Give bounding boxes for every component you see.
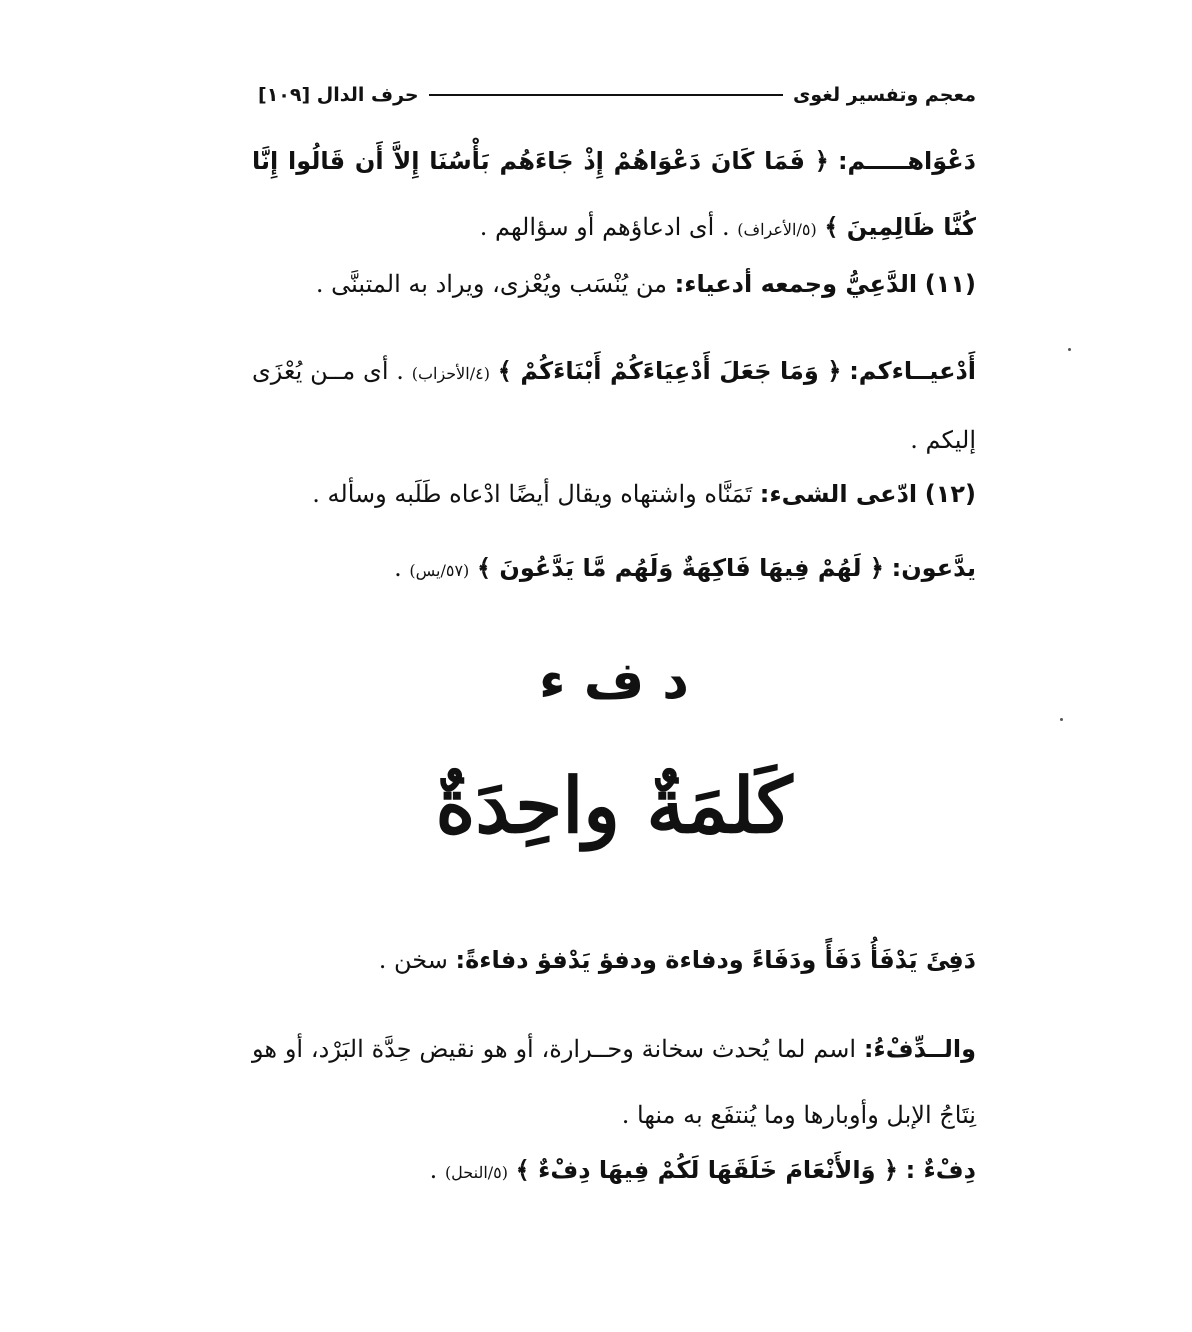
quran-quote: ﴿ وَمَا جَعَلَ أَدْعِيَاءَكُمْ أَبْنَاءَكُمْ ﴾ xyxy=(497,357,842,385)
entry-gloss: من يُنْسَب ويُعْزى، ويراد به المتبنَّى . xyxy=(315,270,667,298)
entry-12 xyxy=(252,478,1034,510)
entry-adiyaakum xyxy=(252,338,1034,473)
entry-gloss: اسم لما يُحدث سخانة وحــرارة، أو هو نقيض حِدَّة البَرْد، أو هو نِتَاجُ الإبل وأوبارها وما يُنتفَع به منها . xyxy=(252,1035,976,1129)
entry-dawahum xyxy=(252,128,1034,263)
entry-dafia xyxy=(252,944,1034,976)
quran-quote: ﴿ وَالأَنْعَامَ خَلَقَهَا لَكُمْ فِيهَا دِفْءٌ ﴾ xyxy=(515,1156,898,1184)
running-header xyxy=(258,80,976,110)
quran-reference: (٥/النحل) xyxy=(444,1163,509,1182)
section-label: حرف الدال [١٠٩] xyxy=(258,84,419,106)
book-title: معجم وتفسير لغوى xyxy=(792,84,976,106)
entry-gloss: . أى مــن يُعْزَى إليكم . xyxy=(252,357,976,454)
entry-number: (١٢) xyxy=(924,480,976,508)
quran-quote: ﴿ فَمَا كَانَ دَعْوَاهُمْ إِذْ جَاءَهُم بَأْسُنَا إِلاَّ أَن قَالُوا إِنَّا كُنَّا ظَالِمِينَ ﴾ xyxy=(252,147,976,241)
entry-label: دَفِئَ يَدْفَأُ دَفَأً ودَفَاءً ودفاءة ودفؤ يَدْفؤ دفاءةً: xyxy=(455,946,976,974)
entry-gloss: . أى ادعاؤهم أو سؤالهم . xyxy=(479,213,730,241)
entry-gloss: . xyxy=(394,554,402,582)
entry-label: والــدِّفْءُ: xyxy=(863,1035,976,1063)
entry-11 xyxy=(252,268,1034,300)
section-title: كَلمَةٌ واحِدَةٌ xyxy=(435,761,793,850)
entry-label: دَعْوَاهـــــم: xyxy=(837,147,976,175)
root-heading: د ف ء xyxy=(539,651,689,711)
entry-gloss: سخن . xyxy=(378,946,448,974)
entry-label: دِفْءٌ : xyxy=(905,1156,976,1184)
entry-addif xyxy=(252,1016,1034,1148)
entry-label: أَدْعيــاءكم: xyxy=(849,357,976,385)
quran-quote: ﴿ لَهُمْ فِيهَا فَاكِهَةٌ وَلَهُم مَّا يَدَّعُونَ ﴾ xyxy=(476,554,884,582)
header-rule xyxy=(429,94,783,96)
scan-speck xyxy=(1060,718,1063,721)
entry-number: (١١) xyxy=(924,270,976,298)
quran-reference: (٤/الأحزاب) xyxy=(411,364,490,383)
entry-label: يدَّعون: xyxy=(891,554,976,582)
entry-gloss: . xyxy=(429,1156,438,1184)
entry-gloss: تَمَنَّاه واشتهاه ويقال أيضًا ادْعاه طَلَبه وسأله . xyxy=(312,480,753,508)
entry-dif xyxy=(252,1154,1034,1186)
scan-speck xyxy=(1068,348,1071,351)
entry-yaddaun xyxy=(252,552,1034,584)
entry-label: الدَّعِيُّ وجمعه أدعياء: xyxy=(674,270,918,298)
quran-reference: (٥/الأعراف) xyxy=(737,220,817,239)
entry-label: ادّعى الشىء: xyxy=(759,480,918,508)
quran-reference: (٥٧/يس) xyxy=(409,561,470,580)
